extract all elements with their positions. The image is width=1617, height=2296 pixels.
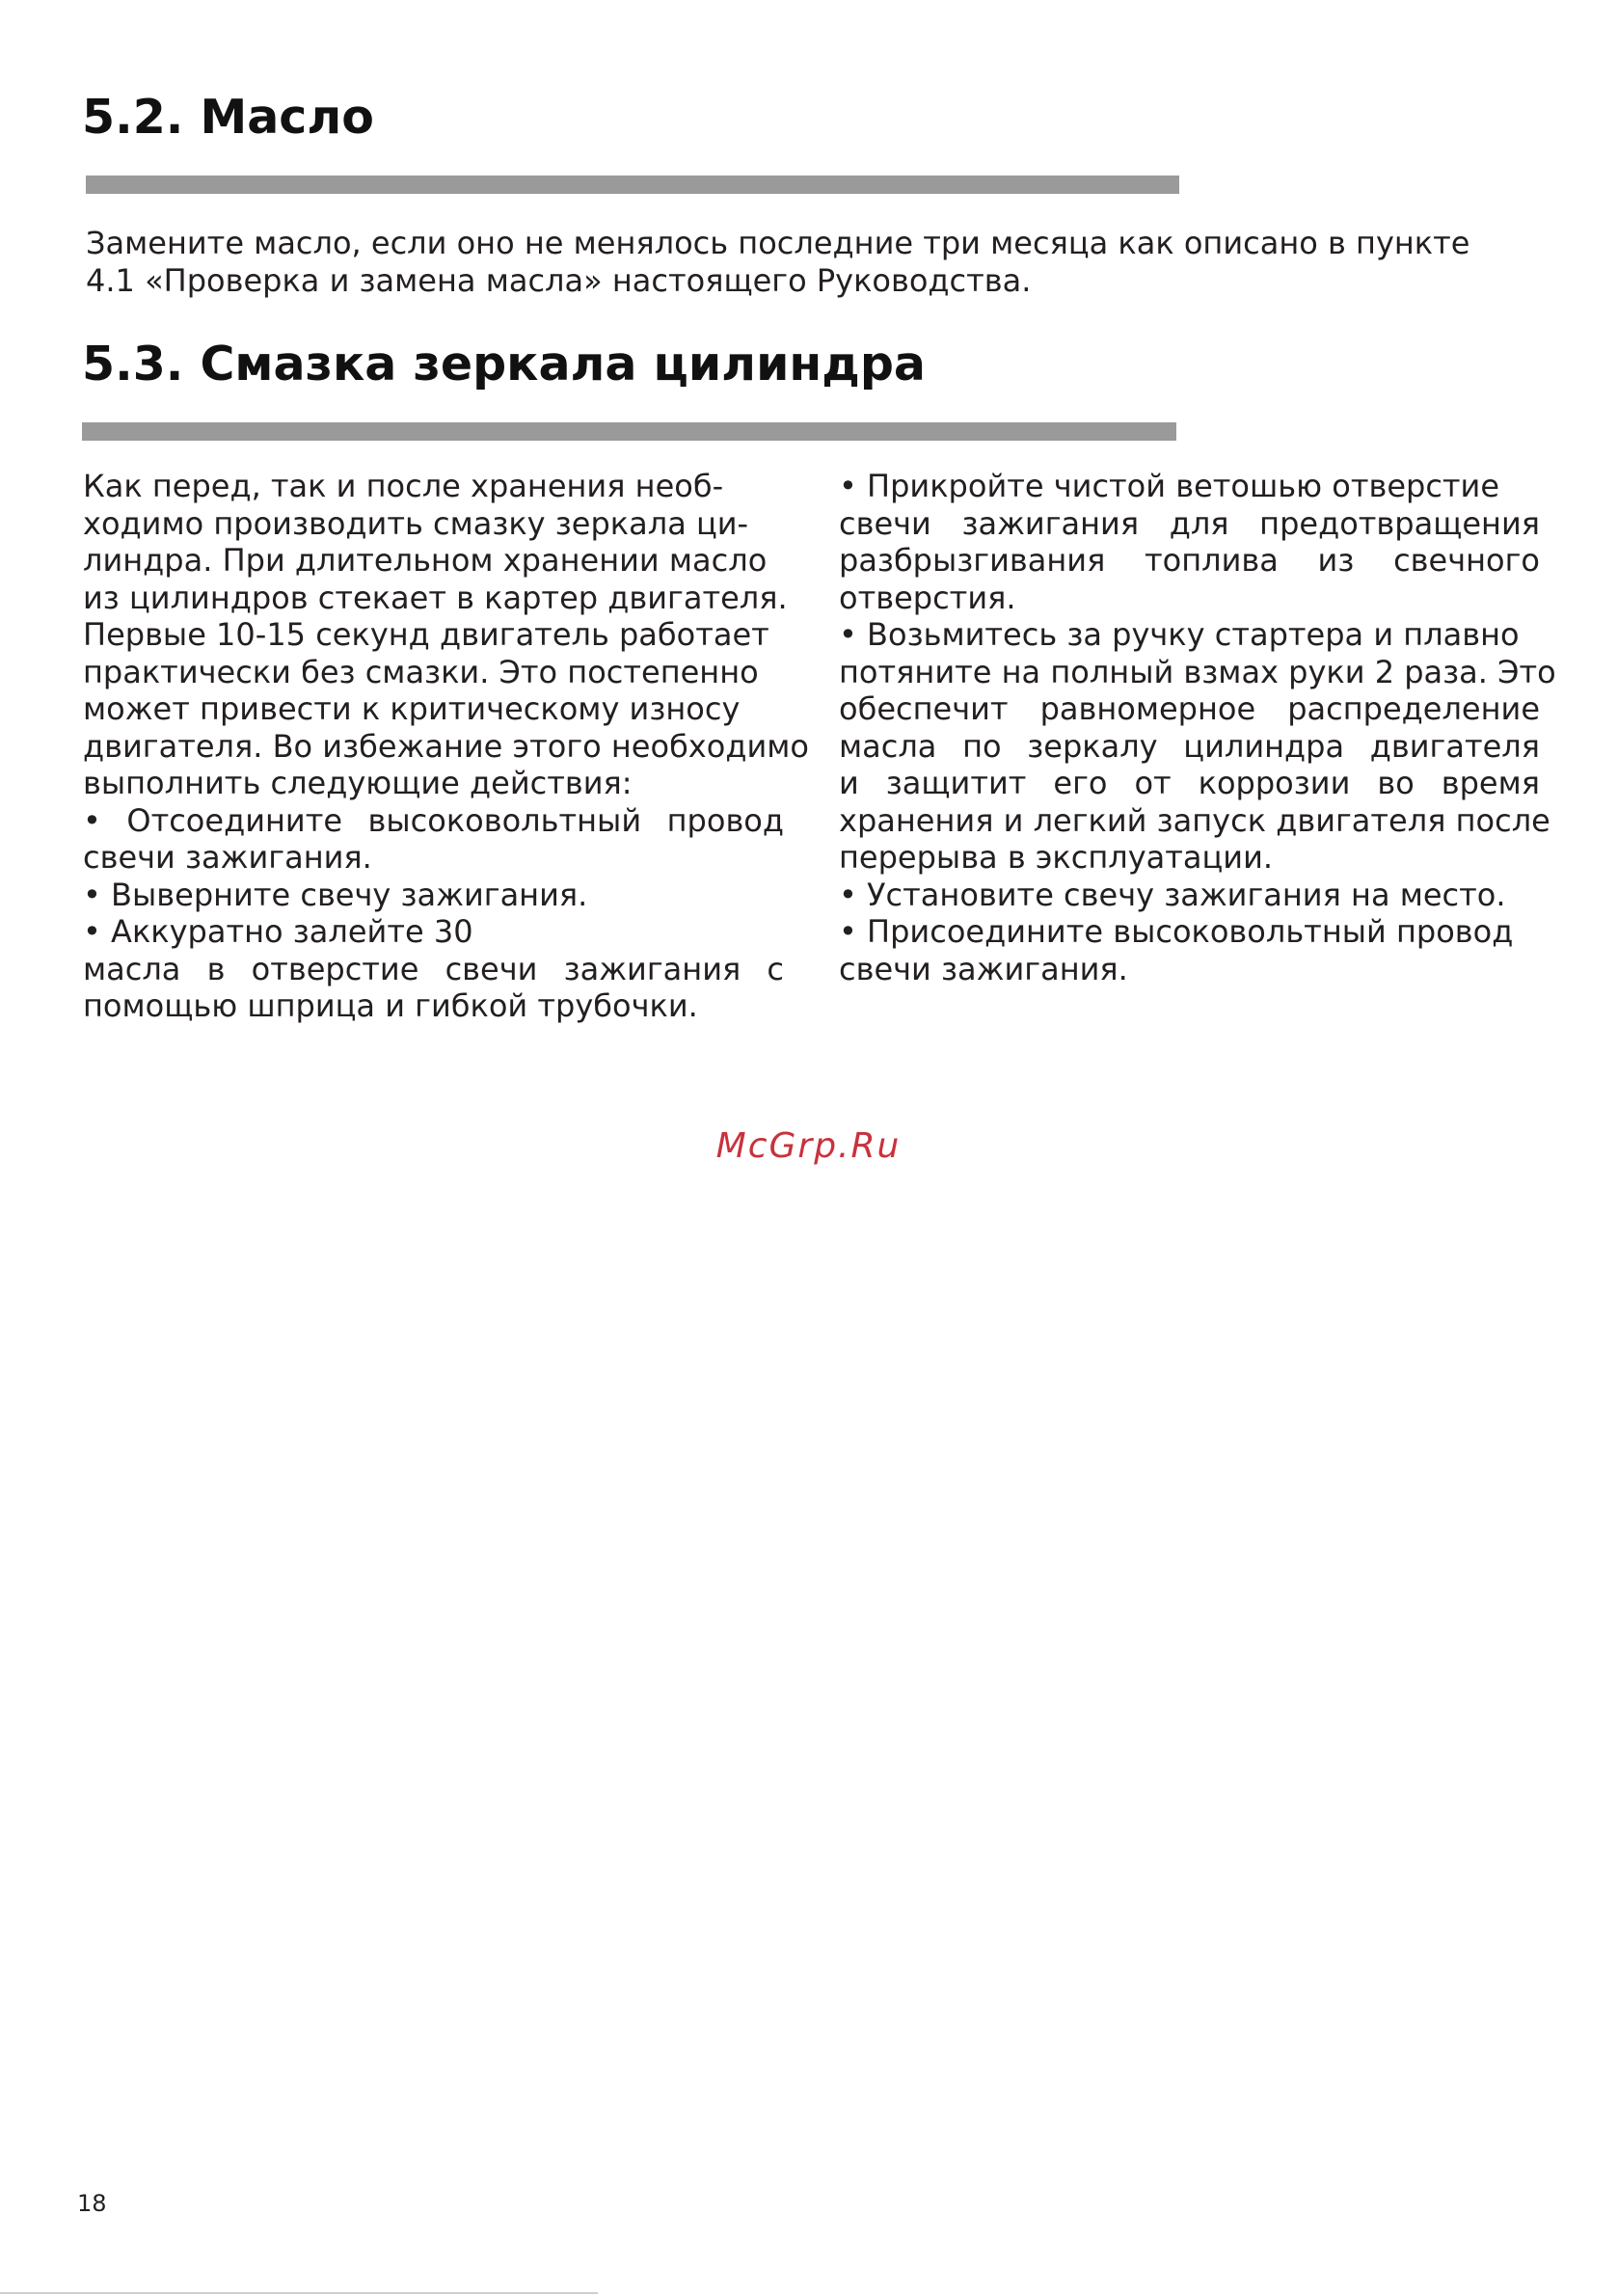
text-line: Первые 10-15 секунд двигатель работает [83, 616, 769, 653]
text-line: масла в отверстие свечи зажигания с [83, 950, 784, 987]
text-line: • Аккуратно залейте 30 [83, 913, 473, 950]
text-line: свечи зажигания для предотвращения [839, 504, 1540, 542]
text-line: двигателя. Во избежание этого необходимо [83, 727, 809, 765]
text-line: ходимо производить смазку зеркала ци- [83, 504, 749, 542]
section-oil-text [86, 225, 1469, 299]
text-line: линдра. При длительном хранении масло [83, 542, 768, 579]
text-line: обеспечит равномерное распределение [839, 690, 1540, 727]
section-oil-divider [86, 176, 1179, 194]
text-line: и защитит его от коррозии во время [839, 765, 1540, 801]
text-line: помощью шприца и гибкой трубочки. [83, 987, 698, 1024]
text-line: разбрызгивания топлива из свечного [839, 542, 1540, 579]
text-line: свечи зажигания. [83, 839, 372, 876]
bottom-divider [0, 2292, 598, 2294]
text-line: масла по зеркалу цилиндра двигателя [839, 727, 1540, 765]
text-line: 4.1 «Проверка и замена масла» настоящего Руководства. [86, 261, 1032, 299]
watermark-link[interactable]: McGrp.Ru [715, 1126, 902, 1166]
text-line: Замените масло, если оно не менялось последние три месяца как описано в пункте [86, 225, 1470, 261]
text-line: потяните на полный взмах руки 2 раза. Это [839, 653, 1556, 690]
text-line: • Прикройте чистой ветошью отверстие [839, 468, 1500, 504]
text-line: отверстия. [839, 579, 1016, 616]
text-line: может привести к критическому износу [83, 690, 741, 727]
section-oil-title: 5.2. Масло [82, 90, 374, 145]
left-column [83, 468, 809, 1025]
section-cylinder-divider [82, 422, 1176, 441]
text-line: Как перед, так и после хранения необ- [83, 468, 724, 504]
text-line: • Отсоедините высоковольтный провод [83, 801, 784, 839]
text-line: • Установите свечу зажигания на место. [839, 876, 1506, 913]
section-cylinder-title: 5.3. Смазка зеркала цилиндра [82, 337, 926, 392]
text-line: перерыва в эксплуатации. [839, 839, 1274, 876]
text-line: • Присоедините высоковольтный провод [839, 913, 1514, 950]
text-line: хранения и легкий запуск двигателя после [839, 801, 1550, 839]
text-line: • Выверните свечу зажигания. [83, 876, 588, 913]
text-line: практически без смазки. Это постепенно [83, 653, 759, 690]
text-line: выполнить следующие действия: [83, 765, 633, 801]
right-column [839, 468, 1556, 987]
page-number: 18 [77, 2190, 107, 2217]
text-line: из цилиндров стекает в картер двигателя. [83, 579, 788, 616]
text-line: свечи зажигания. [839, 950, 1128, 987]
text-line: • Возьмитесь за ручку стартера и плавно [839, 616, 1520, 653]
